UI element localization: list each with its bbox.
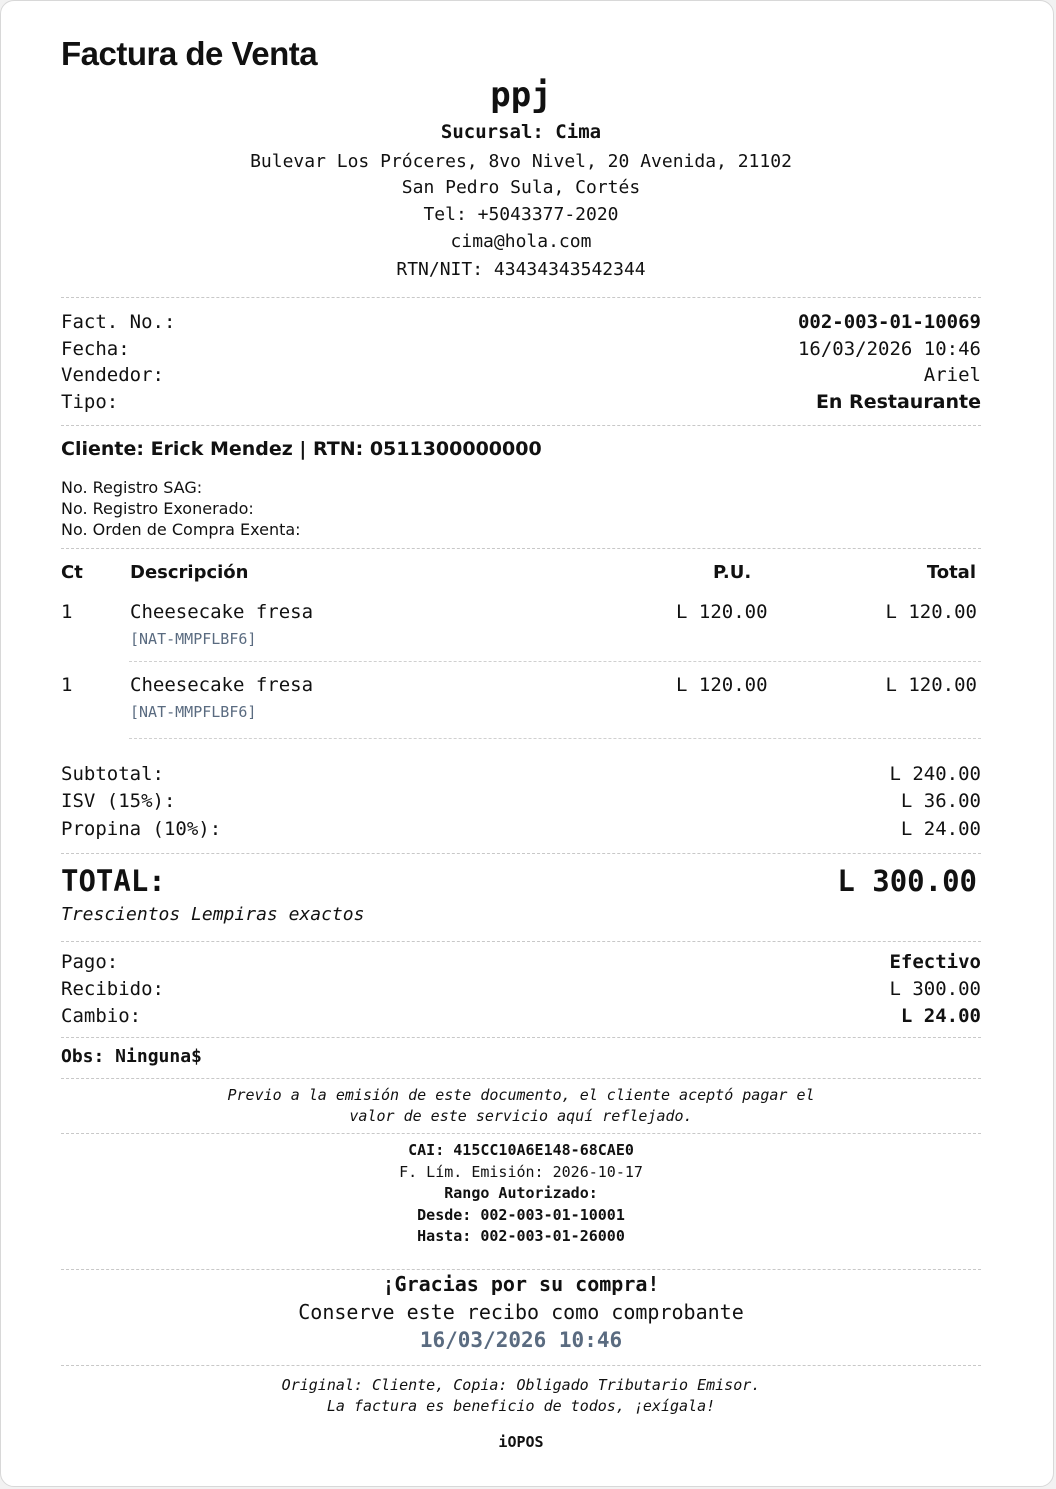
sag-label: No. Registro SAG: (61, 478, 203, 497)
item-description: Cheesecake fresa (130, 601, 314, 623)
item-divider (129, 738, 981, 739)
divider (61, 548, 981, 549)
isv-row (61, 790, 981, 812)
phone: Tel: +5043377-2020 (423, 204, 619, 225)
divider (61, 1078, 981, 1079)
payment-method: Efectivo (889, 951, 981, 973)
page-title: Factura de Venta (61, 35, 318, 72)
item-description: Cheesecake fresa (130, 674, 314, 696)
type-row (61, 391, 981, 413)
address-line-1: Bulevar Los Próceres, 8vo Nivel, 20 Avenida, 21102 (250, 151, 792, 172)
subtotal-label: Subtotal: (61, 763, 164, 785)
tax-id: RTN/NIT: 43434343542344 (396, 259, 646, 280)
cai-code: CAI: 415CC10A6E148-68CAE0 (408, 1141, 634, 1159)
date-row (61, 338, 981, 360)
total-in-words: Trescientos Lempiras exactos (61, 904, 365, 925)
order-type: En Restaurante (815, 391, 981, 413)
date-label: Fecha: (61, 338, 130, 360)
legal-notice-line-2: valor de este servicio aquí reflejado. (349, 1107, 693, 1125)
customer-registrations (61, 477, 301, 540)
header-total: Total (926, 562, 976, 583)
item-total: L 120.00 (885, 601, 977, 623)
tip-label: Propina (10%): (61, 818, 222, 840)
keep-receipt-message: Conserve este recibo como comprobante (298, 1300, 744, 1324)
item-qty: 1 (61, 674, 73, 696)
invoice-date: 16/03/2026 10:46 (797, 338, 981, 360)
divider (61, 1037, 981, 1038)
footer-notice (61, 1375, 981, 1417)
print-timestamp: 16/03/2026 10:46 (419, 1328, 623, 1352)
isv-value: L 36.00 (900, 790, 981, 812)
divider (61, 297, 981, 298)
item-unit-price: L 120.00 (676, 674, 768, 696)
tip-value: L 24.00 (900, 818, 981, 840)
legal-notice (61, 1085, 981, 1127)
received-row (61, 978, 981, 1000)
item-code: [NAT-MMPFLBF6] (130, 630, 257, 648)
divider (61, 853, 981, 854)
divider (61, 425, 981, 426)
seller-row (61, 364, 981, 386)
branch-name: Sucursal: Cima (440, 121, 602, 143)
divider (61, 1133, 981, 1134)
received-label: Recibido: (61, 978, 164, 1000)
header-description: Descripción (130, 562, 249, 583)
total-label: TOTAL: (61, 864, 166, 898)
exonerado-label: No. Registro Exonerado: (61, 499, 254, 518)
orden-label: No. Orden de Compra Exenta: (61, 520, 301, 539)
address-line-2: San Pedro Sula, Cortés (401, 177, 641, 198)
tip-row (61, 818, 981, 840)
payment-method-row (61, 951, 981, 973)
total-value: L 300.00 (837, 864, 977, 898)
range-to: Hasta: 002-003-01-26000 (417, 1227, 625, 1246)
seller-label: Vendedor: (61, 364, 164, 386)
subtotal-value: L 240.00 (889, 763, 981, 785)
fiscal-info (61, 1140, 981, 1248)
legal-notice-line-1: Previo a la emisión de este documento, el cliente aceptó pagar el (227, 1086, 815, 1104)
item-divider (129, 661, 981, 662)
payment-method-label: Pago: (61, 951, 119, 973)
footer-line-2: La factura es beneficio de todos, ¡exígala! (326, 1397, 716, 1415)
change-row (61, 1005, 981, 1027)
change-value: L 24.00 (900, 1005, 981, 1027)
footer-line-1: Original: Cliente, Copia: Obligado Tributario Emisor. (281, 1376, 761, 1394)
invoice-number-label: Fact. No.: (61, 311, 176, 333)
header-qty: Ct (61, 562, 83, 583)
item-unit-price: L 120.00 (676, 601, 768, 623)
item-qty: 1 (61, 601, 73, 623)
subtotal-row (61, 763, 981, 785)
item-code: [NAT-MMPFLBF6] (130, 703, 257, 721)
received-value: L 300.00 (889, 978, 981, 1000)
header-unit-price: P.U. (713, 562, 752, 583)
divider (61, 1365, 981, 1366)
invoice-number-row (61, 311, 981, 333)
invoice-number: 002-003-01-10069 (797, 311, 981, 333)
thanks-message: ¡Gracias por su compra! (382, 1272, 660, 1296)
isv-label: ISV (15%): (61, 790, 176, 812)
range-label: Rango Autorizado: (444, 1184, 598, 1203)
observations: Obs: Ninguna$ (61, 1046, 202, 1067)
customer-line: Cliente: Erick Mendez | RTN: 0511300000000 (61, 438, 542, 460)
email: cima@hola.com (450, 231, 592, 252)
business-name: ppj (490, 75, 552, 115)
item-total: L 120.00 (885, 674, 977, 696)
emission-limit: F. Lím. Emisión: 2026-10-17 (399, 1162, 643, 1181)
range-from: Desde: 002-003-01-10001 (417, 1205, 625, 1224)
divider (61, 941, 981, 942)
seller-name: Ariel (923, 364, 981, 386)
type-label: Tipo: (61, 391, 119, 413)
change-label: Cambio: (61, 1005, 142, 1027)
system-name: iOPOS (498, 1433, 544, 1451)
divider (61, 1269, 981, 1270)
